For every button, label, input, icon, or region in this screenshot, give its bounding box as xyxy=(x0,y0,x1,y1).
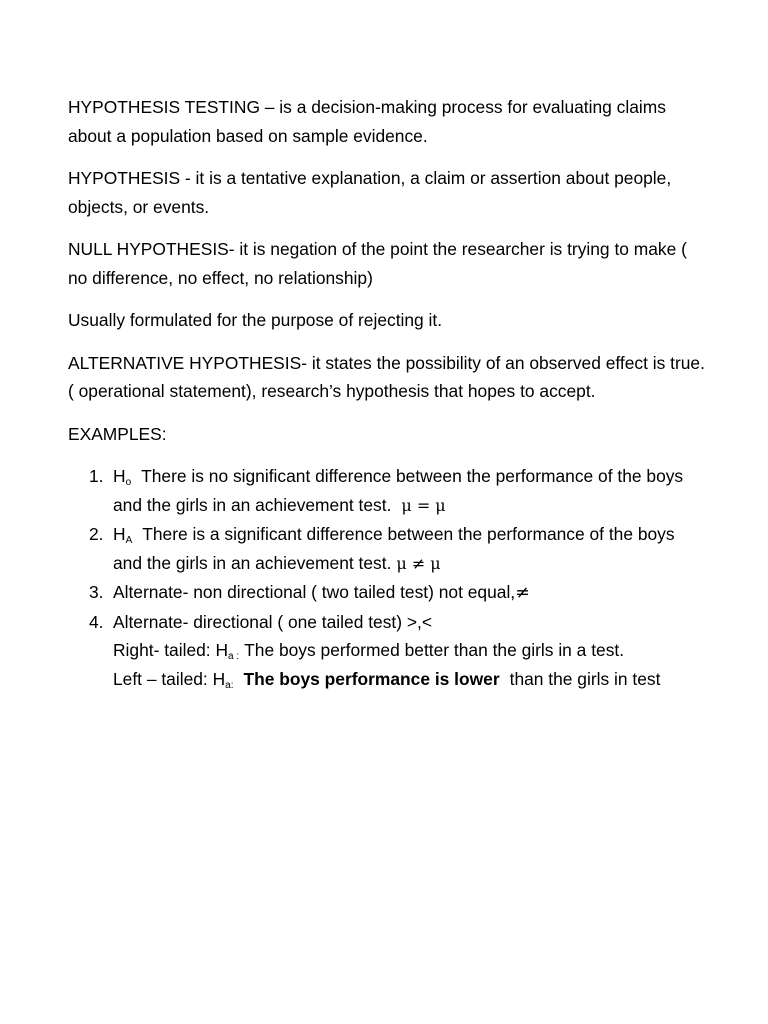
mu-symbol: μ xyxy=(401,495,412,515)
left-tailed-line xyxy=(68,665,708,694)
right-tailed-symbol: $H_{a :}$ xyxy=(215,640,240,662)
left-tailed-text: than the girls in test xyxy=(509,668,661,689)
document-body xyxy=(68,93,708,693)
not-equal-symbol: ≠ xyxy=(515,583,530,603)
not-equal-operator: ≠ xyxy=(411,553,426,573)
left-tailed-label: Left – tailed: xyxy=(113,668,213,689)
example-item-4 xyxy=(68,608,708,637)
list-number: 4. xyxy=(89,611,104,632)
mu-symbol: μ xyxy=(430,553,441,573)
list-number: 3. xyxy=(89,582,104,602)
greater-less-symbols: >,< xyxy=(406,611,433,632)
mu-symbol: μ xyxy=(435,495,446,515)
list-number: 2. xyxy=(89,524,104,544)
paragraph-alternative-hypothesis: ALTERNATIVE HYPOTHESIS- it states the possibility of an observed effect is true. ( operational statement), research’s hypothesis that hopes to accept. xyxy=(68,352,705,401)
left-tailed-bold-text: The boys performance is lower xyxy=(243,668,500,689)
right-tailed-label: Right- tailed: xyxy=(113,640,216,660)
paragraph-usually: Usually formulated for the purpose of rejecting it. xyxy=(68,310,443,330)
equals-operator: = xyxy=(416,495,431,515)
example-text: There is no significant difference between the performance of the boys and the girls in an achievement test. xyxy=(113,466,684,515)
paragraph-hypothesis: HYPOTHESIS - it is a tentative explanation, a claim or assertion about people, objects, or events. xyxy=(68,168,672,217)
list-number: 1. xyxy=(89,466,104,486)
examples-heading: EXAMPLES: xyxy=(68,423,167,444)
example-item-1 xyxy=(68,462,708,520)
paragraph-hypothesis-testing: HYPOTHESIS TESTING – is a decision-making process for evaluating claims about a population based on sample evidence. xyxy=(68,97,666,146)
right-tailed-text: The boys performed better than the girls in a test. xyxy=(244,640,625,660)
examples-list xyxy=(68,462,708,636)
right-tailed-line xyxy=(68,636,708,665)
example-text: There is a significant difference between the performance of the boys and the girls in an achievement test. xyxy=(113,524,675,573)
left-tailed-symbol: $H_{a:}$ xyxy=(212,668,234,691)
alternative-hypothesis-symbol: $H_A$ xyxy=(113,524,133,546)
example-item-2 xyxy=(68,520,708,578)
example-text: Alternate- non directional ( two tailed test) not equal, xyxy=(113,582,516,602)
mu-symbol: μ xyxy=(396,553,407,573)
example-item-3 xyxy=(68,578,708,608)
paragraph-null-hypothesis: NULL HYPOTHESIS- it is negation of the point the researcher is trying to make ( no difference, no effect, no relationship) xyxy=(68,239,687,288)
null-hypothesis-symbol: $H_o$ xyxy=(113,466,132,488)
example-text: Alternate- directional ( one tailed test) xyxy=(113,611,403,632)
